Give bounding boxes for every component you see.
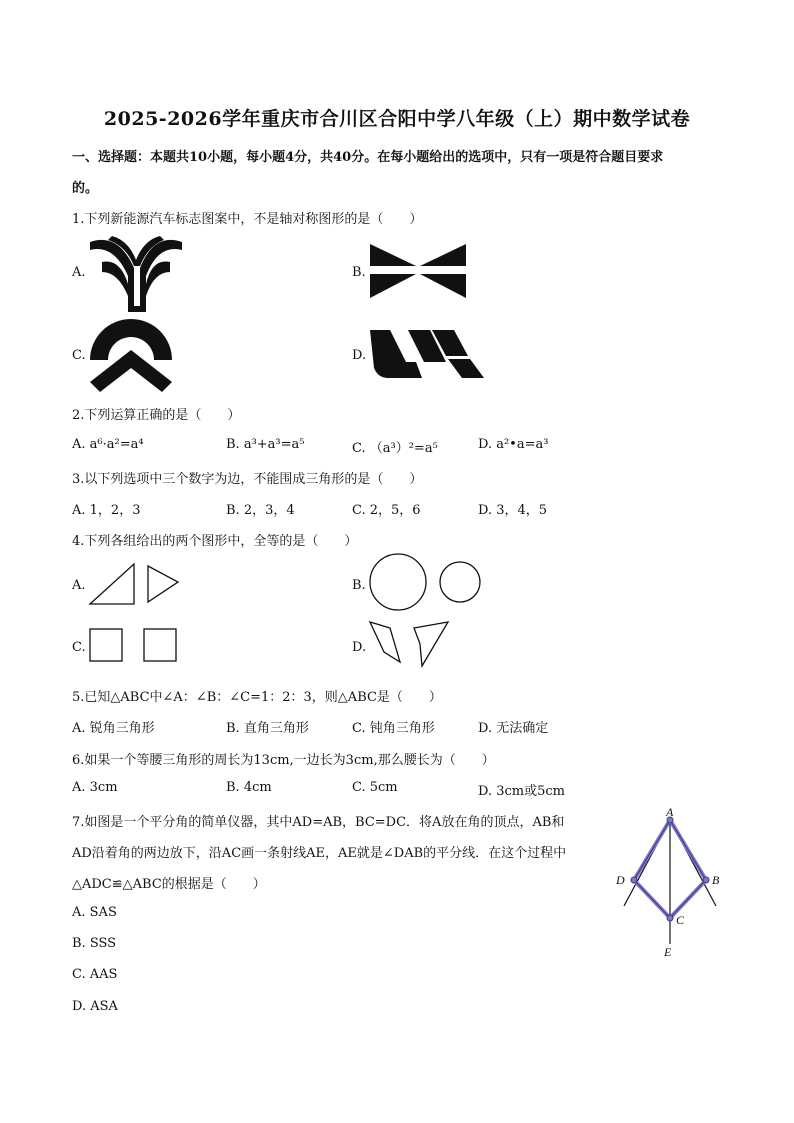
q1-option-d-label: D. [352,348,367,363]
circles-icon [366,552,486,614]
q1-option-a-label: A. [72,265,86,280]
q4-option-d-label: D. [352,640,367,655]
q6-option-d: D. 3cm或5cm [478,784,565,799]
question-7-stem-line3: △ADC≌△ABC的根据是（ ） [72,877,266,892]
q7-option-a: A. SAS [72,905,117,920]
question-3-stem: 3.以下列选项中三个数字为边，不能围成三角形的是（ ） [72,472,423,487]
triangles-icon [88,560,184,608]
q5-option-d: D. 无法确定 [478,721,549,736]
q5-option-a: A. 锐角三角形 [72,721,155,736]
figure-label-a: A [666,806,674,819]
q1-option-b-label: B. [352,265,366,280]
q4-option-a-label: A. [72,578,86,593]
question-1-stem: 1.下列新能源汽车标志图案中，不是轴对称图形的是（ ） [72,212,423,227]
q7-option-d: D. ASA [72,999,118,1014]
angle-bisector-figure [612,806,728,960]
q4-option-b-label: B. [352,578,366,593]
q2-option-d: D. a²•a=a³ [478,437,549,452]
figure-label-e: E [664,945,672,959]
question-2-stem: 2.下列运算正确的是（ ） [72,408,241,423]
q3-option-a: A. 1，2，3 [72,503,141,518]
q2-option-b: B. a³+a³=a⁵ [226,437,305,452]
bowtie-logo-icon [366,240,470,300]
figure-label-d: D [616,873,625,887]
arch-logo-icon [88,316,174,392]
question-4-stem: 4.下列各组给出的两个图形中，全等的是（ ） [72,534,358,549]
question-7-stem-line2: AD沿着角的两边放下，沿AC画一条射线AE，AE就是∠DAB的平分线．在这个过程中 [72,846,567,861]
section-instruction-line2: 的。 [72,181,99,196]
parallelogram-logo-icon [368,328,486,380]
section-instruction-line1: 一、选择题：本题共10小题，每小题4分，共40分。在每小题给出的选项中，只有一项是符合题目要求 [72,150,664,165]
squares-icon [88,627,182,665]
question-6-stem: 6.如果一个等腰三角形的周长为13cm,一边长为3cm,那么腰长为（ ） [72,753,495,768]
q7-option-b: B. SSS [72,936,117,951]
q3-option-b: B. 2，3，4 [226,503,295,518]
q2-option-a: A. a⁶·a²=a⁴ [72,437,144,452]
q5-option-c: C. 钝角三角形 [352,721,435,736]
q6-option-c: C. 5cm [352,780,398,795]
q2-option-c: C. （a³）²=a⁵ [352,441,438,456]
q7-option-c: C. AAS [72,967,118,982]
figure-label-b: B [712,873,720,887]
fan-logo-icon [88,232,184,312]
q1-option-c-label: C. [72,348,86,363]
q5-option-b: B. 直角三角形 [226,721,309,736]
q6-option-a: A. 3cm [72,780,118,795]
q3-option-d: D. 3，4，5 [478,503,548,518]
q3-option-c: C. 2，5，6 [352,503,421,518]
page-title: 2025-2026学年重庆市合川区合阳中学八年级（上）期中数学试卷 [103,108,691,130]
figure-label-c: C [676,913,685,927]
q4-option-c-label: C. [72,640,86,655]
question-5-stem: 5.已知△ABC中∠A：∠B：∠C=1：2：3，则△ABC是（ ） [72,690,442,705]
question-7-stem-line1: 7.如图是一个平分角的简单仪器，其中AD=AB，BC=DC．将A放在角的顶点，AB和 [72,815,565,830]
quadrilaterals-icon [366,618,454,670]
q6-option-b: B. 4cm [226,780,272,795]
